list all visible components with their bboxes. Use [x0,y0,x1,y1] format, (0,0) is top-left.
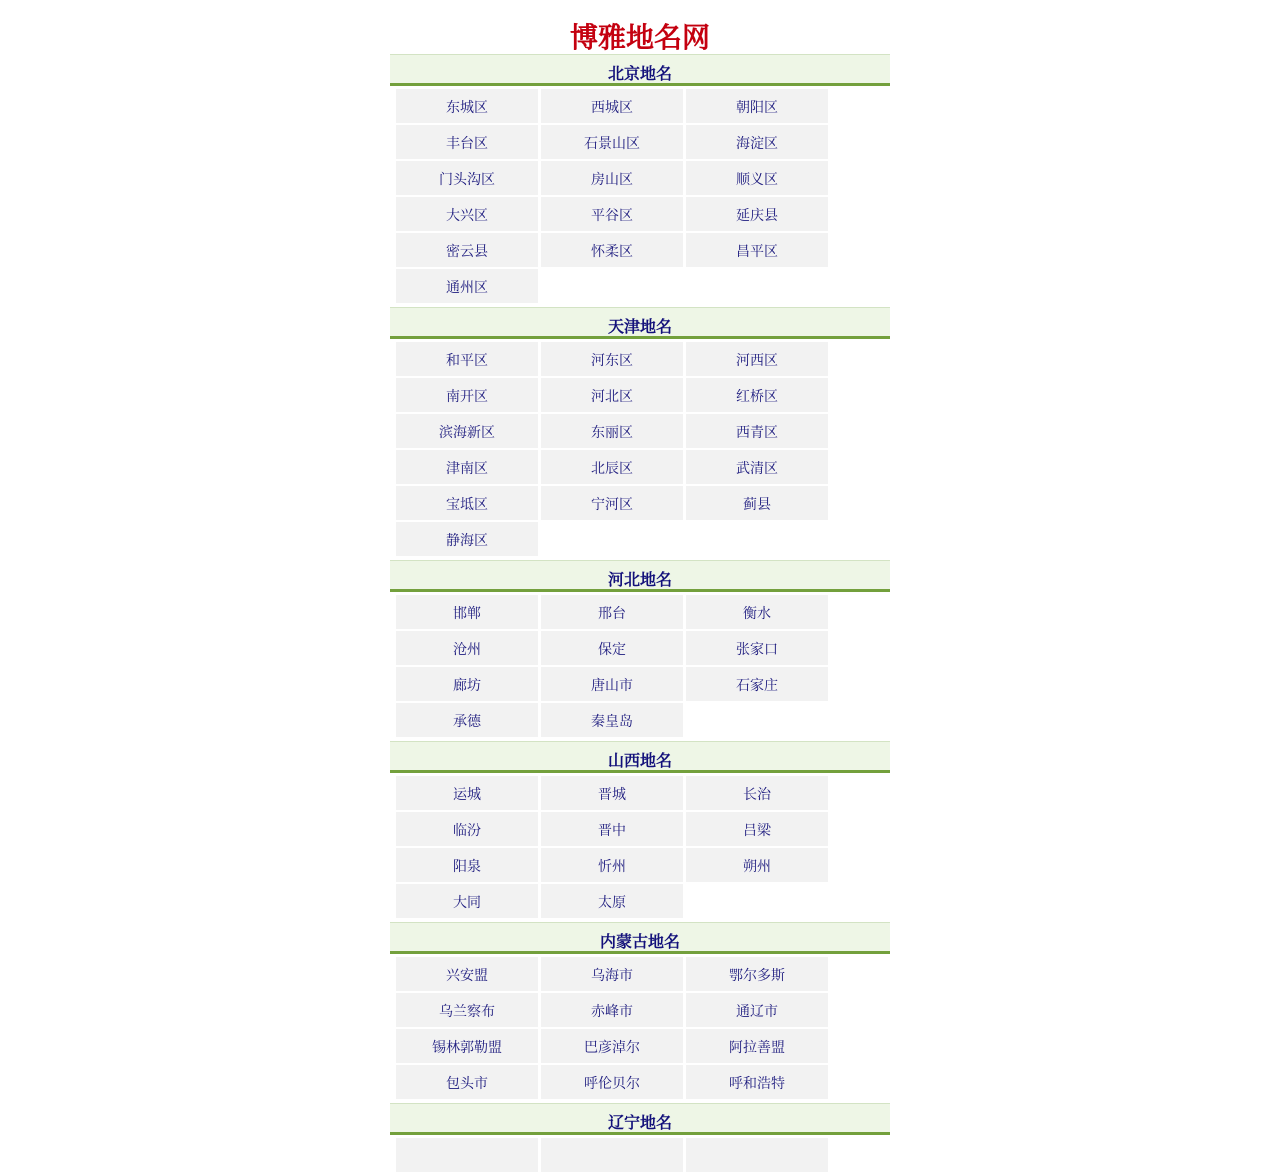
place-link[interactable]: 顺义区 [686,161,828,195]
region-section [390,922,890,1103]
site-title: 博雅地名网 [569,23,710,54]
place-link[interactable]: 临汾 [396,812,538,846]
place-link[interactable]: 沧州 [396,631,538,665]
place-link[interactable]: 呼和浩特 [686,1065,828,1099]
section-heading [390,741,890,773]
region-section [390,1103,890,1176]
section-heading-text: 辽宁地名 [607,1115,672,1132]
place-grid [390,339,836,560]
place-link[interactable]: 运城 [396,776,538,810]
place-link[interactable]: 大同 [396,884,538,918]
region-list [390,54,890,1176]
place-link[interactable]: 宁河区 [541,486,683,520]
place-link[interactable]: 平谷区 [541,197,683,231]
section-heading-text: 天津地名 [607,319,672,336]
place-link[interactable]: 太原 [541,884,683,918]
place-link[interactable]: 晋城 [541,776,683,810]
place-link[interactable]: 滨海新区 [396,414,538,448]
place-link[interactable]: 吕梁 [686,812,828,846]
place-link[interactable]: 河西区 [686,342,828,376]
place-link[interactable]: 乌海市 [541,957,683,991]
place-link[interactable]: 东丽区 [541,414,683,448]
place-link[interactable]: 海淀区 [686,125,828,159]
place-link[interactable]: 东城区 [396,89,538,123]
place-link[interactable]: 蓟县 [686,486,828,520]
place-link[interactable]: 阳泉 [396,848,538,882]
place-link[interactable]: 河北区 [541,378,683,412]
place-link[interactable]: 廊坊 [396,667,538,701]
place-link[interactable]: 朝阳区 [686,89,828,123]
place-link[interactable]: 红桥区 [686,378,828,412]
place-link[interactable]: 石家庄 [686,667,828,701]
place-link[interactable]: 和平区 [396,342,538,376]
place-link[interactable]: 大兴区 [396,197,538,231]
place-link[interactable]: 武清区 [686,450,828,484]
section-heading [390,922,890,954]
place-grid [390,86,836,307]
place-grid [390,954,836,1103]
region-section [390,54,890,307]
place-grid [390,1135,836,1176]
section-heading-text: 内蒙古地名 [599,934,680,951]
place-link[interactable]: 衡水 [686,595,828,629]
place-link[interactable]: 张家口 [686,631,828,665]
place-link[interactable]: 邯郸 [396,595,538,629]
place-link[interactable]: 锡林郭勒盟 [396,1029,538,1063]
place-link[interactable]: 包头市 [396,1065,538,1099]
place-link[interactable]: 密云县 [396,233,538,267]
place-link[interactable]: 晋中 [541,812,683,846]
place-link[interactable]: 唐山市 [541,667,683,701]
place-link[interactable]: 西城区 [541,89,683,123]
place-link[interactable]: 阿拉善盟 [686,1029,828,1063]
place-link[interactable]: 巴彦淖尔 [541,1029,683,1063]
place-link[interactable]: 兴安盟 [396,957,538,991]
place-link[interactable]: 津南区 [396,450,538,484]
place-link[interactable]: 石景山区 [541,125,683,159]
place-link[interactable]: 南开区 [396,378,538,412]
region-section [390,307,890,560]
place-link[interactable]: 房山区 [541,161,683,195]
section-heading-text: 河北地名 [607,572,672,589]
place-link[interactable]: 邢台 [541,595,683,629]
section-heading [390,1103,890,1135]
place-link[interactable]: 西青区 [686,414,828,448]
place-link[interactable]: 静海区 [396,522,538,556]
place-link[interactable]: 赤峰市 [541,993,683,1027]
place-link[interactable]: 通辽市 [686,993,828,1027]
place-grid [390,773,836,922]
place-link[interactable]: 秦皇岛 [541,703,683,737]
place-link[interactable]: 昌平区 [686,233,828,267]
place-link[interactable]: 呼伦贝尔 [541,1065,683,1099]
place-link[interactable]: 延庆县 [686,197,828,231]
place-link[interactable]: 忻州 [541,848,683,882]
section-heading [390,307,890,339]
place-link[interactable]: 门头沟区 [396,161,538,195]
place-link[interactable]: 鄂尔多斯 [686,957,828,991]
place-link[interactable]: 丰台区 [396,125,538,159]
region-section [390,741,890,922]
place-link[interactable]: 长治 [686,776,828,810]
section-heading-text: 山西地名 [607,753,672,770]
place-link[interactable]: 宝坻区 [396,486,538,520]
place-link[interactable]: 朔州 [686,848,828,882]
section-heading [390,560,890,592]
place-link[interactable]: 北辰区 [541,450,683,484]
place-link[interactable]: 通州区 [396,269,538,303]
place-link[interactable]: 保定 [541,631,683,665]
place-link[interactable]: 怀柔区 [541,233,683,267]
section-heading [390,54,890,86]
region-section [390,560,890,741]
place-link[interactable]: 承德 [396,703,538,737]
place-grid [390,592,836,741]
place-link[interactable]: 河东区 [541,342,683,376]
section-heading-text: 北京地名 [607,66,672,83]
place-link[interactable]: 乌兰察布 [396,993,538,1027]
